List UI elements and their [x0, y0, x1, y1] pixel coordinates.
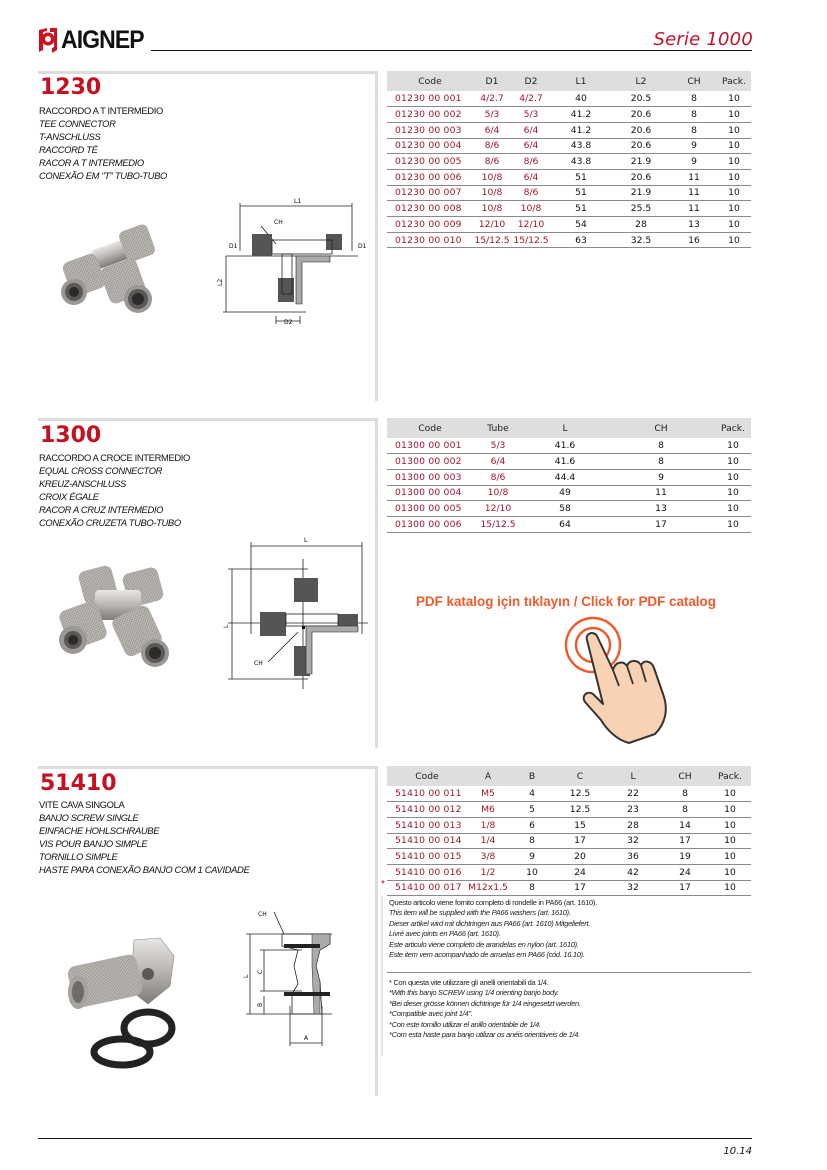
description-it: RACCORDO A T INTERMEDIO [39, 105, 163, 116]
table-cell: 9 [671, 138, 717, 154]
column-header: Code [387, 418, 473, 438]
header-divider [151, 50, 752, 51]
banjo-screw-photo [62, 930, 182, 1070]
product-code-cell: 01230 00 004 [387, 138, 473, 154]
table-row [387, 438, 751, 454]
table-cell: 8 [661, 802, 709, 818]
hand-pointer-icon[interactable] [555, 612, 680, 752]
table-cell: 17 [555, 880, 605, 896]
table-cell: 8 [607, 454, 715, 470]
series-title: Serie 1000 [653, 29, 753, 50]
drawing-label: L [223, 624, 230, 628]
table-row [387, 849, 751, 865]
product-description [39, 798, 249, 877]
table-cell: 10 [717, 138, 751, 154]
drawing-label: CH [258, 911, 267, 918]
product-code-cell: 51410 00 014 [387, 833, 467, 849]
product-code-cell: 51410 00 016 [387, 864, 467, 880]
table-cell: 12.5 [555, 786, 605, 802]
table-cell: 6/4 [511, 169, 551, 185]
drawing-label: CH [274, 219, 283, 226]
table-cell: 6/4 [511, 138, 551, 154]
drawing-label: A [304, 1035, 309, 1042]
product-code-cell: 01230 00 007 [387, 185, 473, 201]
table-cell: 10 [717, 154, 751, 170]
table-cell: M6 [467, 802, 509, 818]
description-it: RACCORDO A CROCE INTERMEDIO [39, 452, 190, 463]
table-cell: 10 [709, 849, 751, 865]
footer-divider [38, 1138, 752, 1139]
drawing-label: L [304, 537, 308, 544]
table-cell: 20.6 [611, 122, 671, 138]
description-en: TEE CONNECTOR [39, 118, 116, 130]
table-cell: 17 [607, 516, 715, 532]
description-es: RACOR A CRUZ INTERMEDIO [39, 504, 164, 516]
table-row [387, 169, 751, 185]
note-line: * Con questa vite utilizzare gli anelli orientabili da 1/4. [389, 978, 549, 987]
table-cell: 15/12.5 [473, 516, 523, 532]
table-row [387, 91, 751, 107]
drawing-label: D1 [229, 243, 238, 250]
table-cell: 8 [661, 786, 709, 802]
table-cell: M12x1.5 [467, 880, 509, 896]
table-cell: 3/8 [467, 849, 509, 865]
cross-connector-photo [55, 560, 170, 677]
note-line: *Con este tornillo utilizar el anillo orientable de 1/4. [389, 1019, 541, 1029]
column-header: Tube [473, 418, 523, 438]
table-cell: 64 [523, 516, 607, 532]
table-cell: 10 [709, 833, 751, 849]
table-cell: 6/4 [473, 122, 511, 138]
product-code-cell: 01230 00 010 [387, 232, 473, 248]
table-cell: 1/4 [467, 833, 509, 849]
table-cell: 19 [661, 849, 709, 865]
drawing-label: D1 [358, 243, 367, 250]
spec-table-1230 [387, 71, 751, 248]
washer-notes [389, 898, 597, 960]
table-cell: 8 [509, 833, 555, 849]
table-cell: 23 [605, 802, 661, 818]
table-cell: 8 [671, 91, 717, 107]
table-cell: 8/6 [511, 185, 551, 201]
brand-logo [37, 25, 151, 55]
table-cell: 8 [671, 122, 717, 138]
description-fr: RACCORD TÉ [39, 144, 98, 156]
table-cell: 24 [555, 864, 605, 880]
page-number: 10.14 [723, 1146, 752, 1157]
table-cell: 41.2 [551, 122, 611, 138]
drawing-label: D2 [284, 319, 293, 326]
table-cell: 40 [551, 91, 611, 107]
drawing-label: B [257, 1002, 264, 1007]
column-header: CH [607, 418, 715, 438]
table-cell: 20 [555, 849, 605, 865]
note-line: *Bei dieser grösse können dichtringe für 1/4 eingesetzt werden. [389, 998, 581, 1008]
table-cell: 10/8 [473, 169, 511, 185]
table-cell: 10 [715, 485, 751, 501]
table-cell: 58 [523, 501, 607, 517]
table-cell: 10 [709, 880, 751, 896]
table-cell: 10 [715, 469, 751, 485]
table-cell: M5 [467, 786, 509, 802]
table-row [387, 817, 751, 833]
table-cell: 12/10 [473, 217, 511, 233]
product-code-cell: 51410 00 012 [387, 802, 467, 818]
table-row [387, 485, 751, 501]
table-cell: 42 [605, 864, 661, 880]
table-cell: 6 [509, 817, 555, 833]
table-cell: 20.6 [611, 107, 671, 123]
table-cell: 54 [551, 217, 611, 233]
banjo-screw-drawing [242, 906, 352, 1061]
table-cell: 5/3 [473, 438, 523, 454]
notes-frame [381, 896, 383, 1056]
table-header-row [387, 71, 751, 91]
product-code-cell: 01300 00 002 [387, 454, 473, 470]
table-cell: 8/6 [473, 138, 511, 154]
table-cell: 10/8 [473, 485, 523, 501]
table-row [387, 232, 751, 248]
table-cell: 11 [671, 185, 717, 201]
table-cell: 8/6 [473, 154, 511, 170]
column-header: Pack. [715, 418, 751, 438]
product-description [39, 104, 167, 183]
table-cell: 16 [671, 232, 717, 248]
column-header: L2 [611, 71, 671, 91]
tee-connector-drawing [218, 196, 378, 331]
description-fr: VIS POUR BANJO SIMPLE [39, 838, 148, 850]
table-cell: 32.5 [611, 232, 671, 248]
drawing-label: L2 [217, 278, 224, 286]
description-de: EINFACHE HOHLSCHRAUBE [39, 825, 160, 837]
product-code-cell: 01230 00 001 [387, 91, 473, 107]
note-line: Este item vem acompanhado de arruelas em PA66 (cód. 16.10). [389, 950, 585, 960]
table-cell: 10 [717, 201, 751, 217]
spec-table-1300 [387, 418, 751, 533]
spec-table-51410 [387, 766, 751, 896]
table-cell: 10 [717, 91, 751, 107]
table-cell: 24 [661, 864, 709, 880]
table-cell: 9 [607, 469, 715, 485]
product-code-cell: 51410 00 011 [387, 786, 467, 802]
column-header: Pack. [717, 71, 751, 91]
table-cell: 11 [607, 485, 715, 501]
column-header: L1 [551, 71, 611, 91]
column-header: L [605, 766, 661, 786]
footnote-star-marker: * [381, 879, 385, 890]
table-cell: 25.5 [611, 201, 671, 217]
column-header: C [555, 766, 605, 786]
description-de: KREUZ-ANSCHLUSS [39, 478, 126, 490]
table-cell: 63 [551, 232, 611, 248]
table-row [387, 107, 751, 123]
table-row [387, 802, 751, 818]
table-cell: 17 [661, 880, 709, 896]
table-header-row [387, 766, 751, 786]
note-line: This item will be supplied with the PA66 washers (art. 1610). [389, 908, 571, 918]
table-cell: 10/8 [473, 201, 511, 217]
table-cell: 15/12.5 [473, 232, 511, 248]
table-row [387, 516, 751, 532]
table-cell: 15/12.5 [511, 232, 551, 248]
column-header: B [509, 766, 555, 786]
table-row [387, 185, 751, 201]
description-en: EQUAL CROSS CONNECTOR [39, 465, 163, 477]
table-row [387, 469, 751, 485]
table-cell: 44.4 [523, 469, 607, 485]
product-code-cell: 51410 00 015 [387, 849, 467, 865]
description-es: RACOR A T INTERMEDIO [39, 157, 144, 169]
table-cell: 10 [717, 217, 751, 233]
product-code-cell: 01300 00 004 [387, 485, 473, 501]
brand-name: AIGNEP [61, 26, 144, 54]
table-cell: 11 [671, 201, 717, 217]
table-cell: 1/2 [467, 864, 509, 880]
table-cell: 41.6 [523, 454, 607, 470]
column-header: L [523, 418, 607, 438]
notes-divider [387, 972, 751, 973]
description-es: TORNILLO SIMPLE [39, 851, 118, 863]
product-code-cell: 01300 00 003 [387, 469, 473, 485]
drawing-label: L1 [294, 198, 302, 205]
table-cell: 1/8 [467, 817, 509, 833]
table-cell: 20.6 [611, 169, 671, 185]
table-cell: 43.8 [551, 154, 611, 170]
column-header: Pack. [709, 766, 751, 786]
column-header: CH [661, 766, 709, 786]
table-cell: 8 [671, 107, 717, 123]
product-code-cell: 01230 00 009 [387, 217, 473, 233]
table-cell: 10 [717, 122, 751, 138]
table-body [387, 91, 751, 248]
table-cell: 5/3 [511, 107, 551, 123]
table-cell: 12/10 [511, 217, 551, 233]
product-code-cell: 01230 00 006 [387, 169, 473, 185]
table-cell: 10 [709, 802, 751, 818]
table-cell: 10 [717, 185, 751, 201]
product-description [39, 451, 190, 530]
note-line: Dieser artikel wird mit dichtringen aus PA66 (art. 1610) Mitgeliefert. [389, 918, 591, 928]
table-row [387, 122, 751, 138]
column-header: D2 [511, 71, 551, 91]
table-cell: 21.9 [611, 154, 671, 170]
star-notes [389, 978, 581, 1040]
table-cell: 28 [605, 817, 661, 833]
table-cell: 10/8 [511, 201, 551, 217]
table-cell: 10 [715, 516, 751, 532]
note-line: *Com esta haste para banjo utilizar os anéis orientáveis de 1/4. [389, 1030, 580, 1040]
table-cell: 4 [509, 786, 555, 802]
table-cell: 10 [715, 501, 751, 517]
table-cell: 14 [661, 817, 709, 833]
cross-connector-drawing [218, 534, 378, 699]
product-code-cell: 01300 00 006 [387, 516, 473, 532]
table-row [387, 138, 751, 154]
note-line: Livré avec joints en PA66 (art. 1610). [389, 929, 501, 939]
table-cell: 9 [509, 849, 555, 865]
table-cell: 15 [555, 817, 605, 833]
table-row [387, 786, 751, 802]
table-cell: 21.9 [611, 185, 671, 201]
table-cell: 6/4 [473, 454, 523, 470]
description-de: T-ANSCHLUSS [39, 131, 101, 143]
drawing-label: L [243, 974, 250, 978]
product-code-cell: 01230 00 002 [387, 107, 473, 123]
table-cell: 10 [717, 107, 751, 123]
product-code-cell: 01230 00 005 [387, 154, 473, 170]
table-cell: 17 [555, 833, 605, 849]
product-code-cell: 01300 00 001 [387, 438, 473, 454]
product-code-cell: 51410 00 013 [387, 817, 467, 833]
table-row [387, 833, 751, 849]
product-code-title: 1300 [40, 423, 102, 448]
note-line: Este articulo viene completo de arandelas en nylon (art. 1610). [389, 939, 579, 949]
table-cell: 49 [523, 485, 607, 501]
table-cell: 10 [709, 864, 751, 880]
description-pt: CONEXÃO CRUZETA TUBO-TUBO [39, 517, 181, 529]
drawing-label: C [257, 969, 264, 974]
note-line: *Compatible avec joint 1/4". [389, 1009, 473, 1019]
table-cell: 51 [551, 201, 611, 217]
table-row [387, 454, 751, 470]
aignep-logo-icon [37, 26, 59, 54]
table-body [387, 786, 751, 896]
product-code-title: 51410 [40, 771, 117, 796]
table-cell: 51 [551, 169, 611, 185]
table-row [387, 864, 751, 880]
table-cell: 4/2.7 [473, 91, 511, 107]
table-cell: 32 [605, 880, 661, 896]
table-cell: 10/8 [473, 185, 511, 201]
table-cell: 41.2 [551, 107, 611, 123]
table-cell: 4/2.7 [511, 91, 551, 107]
table-cell: 6/4 [511, 122, 551, 138]
table-cell: 22 [605, 786, 661, 802]
table-cell: 10 [715, 454, 751, 470]
table-cell: 5/3 [473, 107, 511, 123]
table-cell: 11 [671, 169, 717, 185]
table-cell: 10 [717, 169, 751, 185]
table-cell: 13 [671, 217, 717, 233]
table-cell: 20.5 [611, 91, 671, 107]
description-pt: HASTE PARA CONEXÃO BANJO COM 1 CAVIDADE [39, 864, 250, 876]
table-cell: 8/6 [511, 154, 551, 170]
table-row [387, 880, 751, 896]
table-cell: 10 [709, 817, 751, 833]
table-cell: 13 [607, 501, 715, 517]
table-cell: 10 [715, 438, 751, 454]
column-header: A [467, 766, 509, 786]
table-body [387, 438, 751, 532]
column-header: D1 [473, 71, 511, 91]
product-code-cell: 01230 00 003 [387, 122, 473, 138]
description-fr: CROIX ÉGALE [39, 491, 99, 503]
table-cell: 8 [509, 880, 555, 896]
drawing-label: CH [254, 660, 263, 667]
table-cell: 41.6 [523, 438, 607, 454]
column-header: Code [387, 766, 467, 786]
description-pt: CONEXÃO EM "T" TUBO-TUBO [39, 170, 167, 182]
pdf-catalog-link[interactable]: PDF katalog için tıklayın / Click for PDF catalog [416, 594, 716, 609]
note-line: *With this banjo SCREW using 1/4 orienting banjo body. [389, 988, 559, 998]
product-code-cell: 51410 00 017 [387, 880, 467, 896]
table-cell: 17 [661, 833, 709, 849]
table-cell: 32 [605, 833, 661, 849]
table-cell: 10 [509, 864, 555, 880]
description-en: BANJO SCREW SINGLE [39, 812, 139, 824]
table-cell: 10 [717, 232, 751, 248]
table-cell: 8 [607, 438, 715, 454]
table-cell: 10 [709, 786, 751, 802]
tee-connector-photo [52, 222, 167, 322]
table-cell: 12/10 [473, 501, 523, 517]
column-header: CH [671, 71, 717, 91]
table-cell: 51 [551, 185, 611, 201]
table-row [387, 201, 751, 217]
table-cell: 12.5 [555, 802, 605, 818]
product-code-title: 1230 [40, 75, 102, 100]
table-cell: 28 [611, 217, 671, 233]
table-row [387, 501, 751, 517]
table-row [387, 154, 751, 170]
product-code-cell: 01230 00 008 [387, 201, 473, 217]
description-it: VITE CAVA SINGOLA [39, 799, 125, 810]
table-cell: 20.6 [611, 138, 671, 154]
table-cell: 8/6 [473, 469, 523, 485]
table-row [387, 217, 751, 233]
table-cell: 43.8 [551, 138, 611, 154]
table-cell: 36 [605, 849, 661, 865]
column-header: Code [387, 71, 473, 91]
table-cell: 9 [671, 154, 717, 170]
product-code-cell: 01300 00 005 [387, 501, 473, 517]
table-cell: 5 [509, 802, 555, 818]
table-header-row [387, 418, 751, 438]
note-line: Questo articolo viene fornito completo di rondelle in PA66 (art. 1610). [389, 898, 597, 907]
